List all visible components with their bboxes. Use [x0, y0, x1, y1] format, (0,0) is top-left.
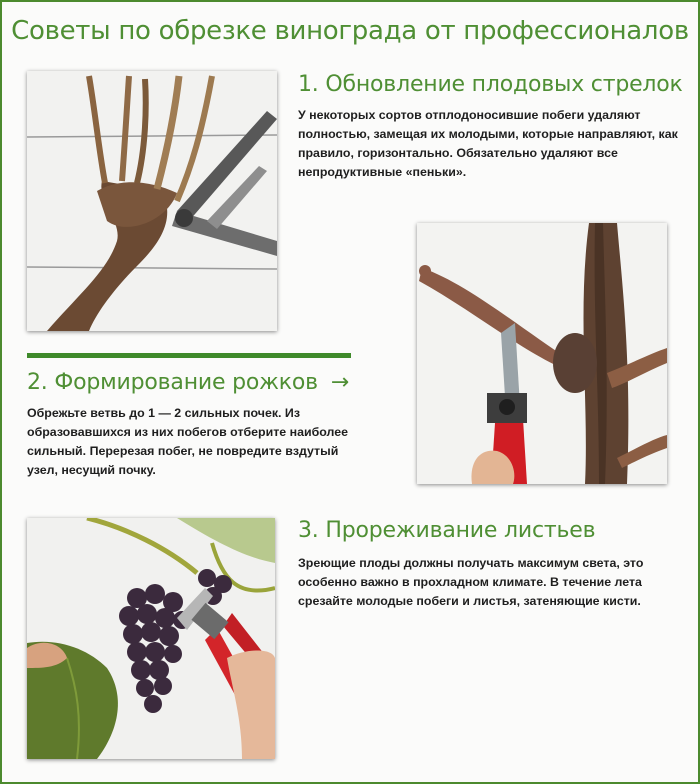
section-3-text: Зреющие плоды должны получать максимум света, это особенно важно в прохладном климате. В течение лета срезайте молодые побеги и листья, затеняющие кисти. — [298, 556, 644, 608]
arrow-right-icon: → — [330, 370, 349, 395]
spur-cut-photo — [417, 223, 667, 484]
section-2-text: Обрежьте ветвь до 1 — 2 сильных почек. Из образовавшихся из них побегов отберите наиболее сильный. Перерезая побег, не повредите вздутый узел, несущий почку. — [27, 406, 349, 477]
grape-thinning-photo — [27, 518, 275, 759]
section-1-text: У некоторых сортов отплодоносившие побеги удаляют полностью, замещая их молодыми, которые направляют, как правило, горизонтально. Обязательно удаляют все непродуктивные «пеньки». — [298, 108, 678, 179]
section-2-heading — [27, 370, 349, 395]
page-title: Советы по обрезке винограда от профессионалов — [11, 16, 689, 46]
section-3-heading: 3. Прореживание листьев — [298, 518, 596, 543]
vine-stump-photo — [27, 71, 277, 331]
section-1-heading: 1. Обновление плодовых стрелок — [298, 72, 683, 97]
section-divider — [27, 353, 351, 358]
section-2-heading-label: 2. Формирование рожков — [27, 370, 318, 395]
